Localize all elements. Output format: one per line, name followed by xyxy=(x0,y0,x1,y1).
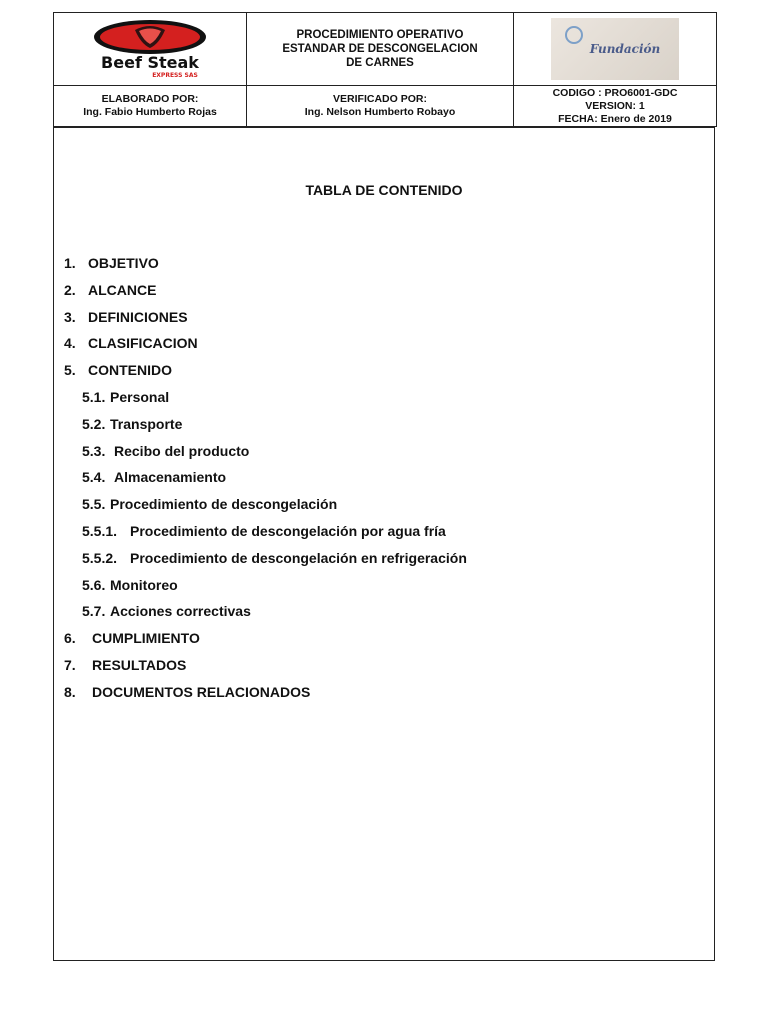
toc-item: 1. OBJETIVO xyxy=(64,255,159,271)
codigo-text: CODIGO : PRO6001-GDC xyxy=(552,86,678,99)
document-meta-cell xyxy=(514,86,716,126)
toc-item: 7. RESULTADOS xyxy=(64,656,187,673)
toc-subitem: 5.7. Acciones correctivas xyxy=(82,603,251,620)
foundation-emblem-icon xyxy=(565,26,583,44)
document-title-cell xyxy=(247,13,514,86)
toc-subsubitem: 5.5.2. Procedimiento de descongelación en refrigeración xyxy=(82,549,467,566)
toc-subitem: 5.4. Almacenamiento xyxy=(82,469,227,486)
beef-steak-logo xyxy=(75,18,225,80)
toc-subsubitem: 5.5.1. Procedimiento de descongelación por agua fría xyxy=(82,522,446,539)
toc-subitem: 5.2. Transporte xyxy=(82,415,183,432)
logo-sub-text: EXPRESS SAS xyxy=(152,72,198,79)
version-text: VERSION: 1 xyxy=(585,99,645,112)
toc-item: 5. CONTENIDO xyxy=(64,362,172,379)
fecha-text: FECHA: Enero de 2019 xyxy=(558,112,672,125)
verificado-name: Ing. Nelson Humberto Robayo xyxy=(304,106,456,118)
toc-subitem: 5.1. Personal xyxy=(82,388,170,405)
toc-subitem: 5.5. Procedimiento de descongelación xyxy=(82,496,338,513)
title-line-2: ESTANDAR DE DESCONGELACION xyxy=(282,43,478,55)
verificado-cell xyxy=(247,86,514,126)
logo-brand-text: Beef Steak xyxy=(101,53,199,72)
title-line-3: DE CARNES xyxy=(346,57,414,69)
toc-subitem: 5.3. Recibo del producto xyxy=(82,442,250,459)
toc-subitem: 5.6. Monitoreo xyxy=(82,576,178,593)
title-line-1: PROCEDIMIENTO OPERATIVO xyxy=(296,29,464,41)
company-logo-cell xyxy=(54,13,247,86)
toc-title: TABLA DE CONTENIDO xyxy=(305,182,463,198)
toc-item: 6. CUMPLIMIENTO xyxy=(64,630,200,647)
toc-item: 8. DOCUMENTOS RELACIONADOS xyxy=(64,683,311,700)
verificado-label: VERIFICADO POR: xyxy=(333,93,427,105)
elaborado-label: ELABORADO POR: xyxy=(101,93,199,105)
document-body xyxy=(53,127,715,961)
foundation-logo xyxy=(551,18,679,80)
toc-list xyxy=(64,254,467,710)
foundation-logo-text: Fundación xyxy=(589,42,661,56)
document-header xyxy=(53,12,717,127)
foundation-logo-cell xyxy=(514,13,716,86)
elaborado-cell xyxy=(54,86,247,126)
toc-item: 2. ALCANCE xyxy=(64,281,157,298)
elaborado-name: Ing. Fabio Humberto Rojas xyxy=(83,106,217,118)
toc-item: 3. DEFINICIONES xyxy=(64,308,188,325)
toc-item: 4. CLASIFICACION xyxy=(64,335,198,352)
